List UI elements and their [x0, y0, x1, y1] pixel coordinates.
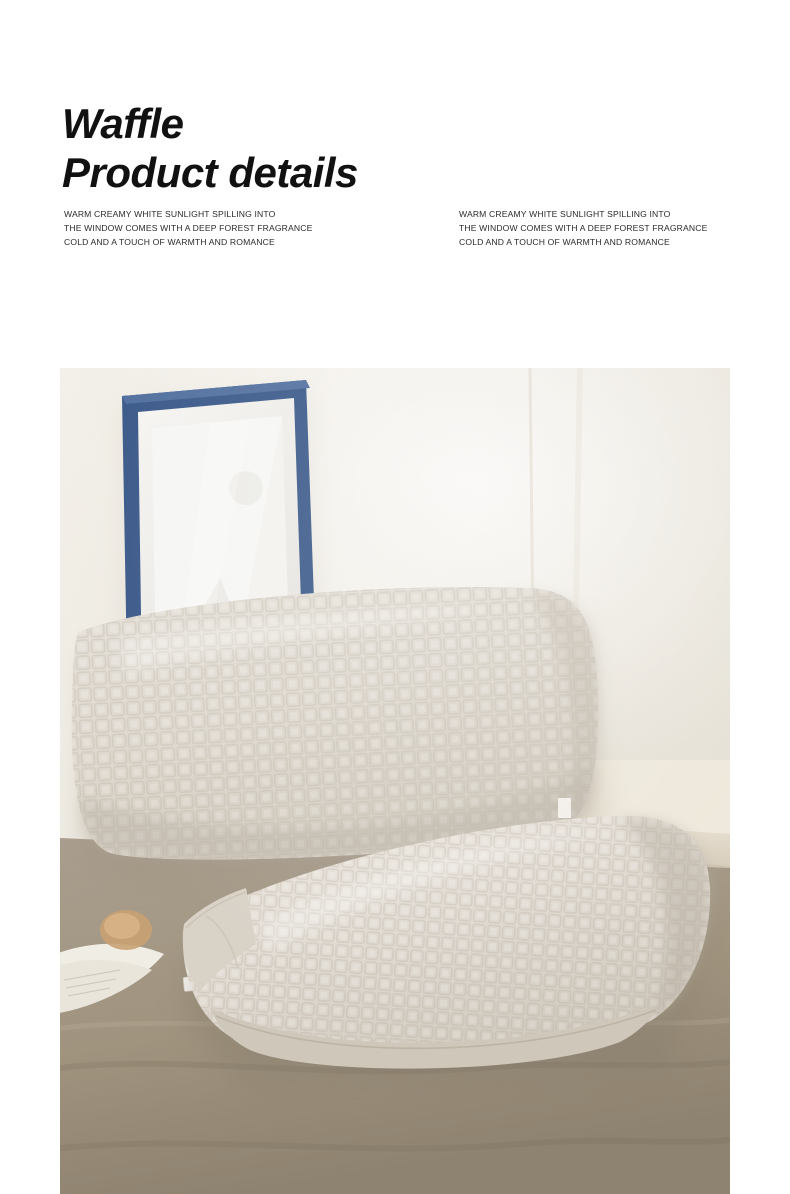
product-photo: [60, 368, 730, 1194]
description-line: THE WINDOW COMES WITH A DEEP FOREST FRAGRANCE: [64, 223, 313, 233]
description-line: COLD AND A TOUCH OF WARMTH AND ROMANCE: [459, 237, 670, 247]
page-title-line-1: Waffle: [62, 100, 184, 147]
description-line: COLD AND A TOUCH OF WARMTH AND ROMANCE: [64, 237, 275, 247]
description-columns: [64, 207, 744, 249]
product-photo-illustration: [60, 368, 730, 1194]
description-column-left: [64, 207, 314, 249]
description-line: THE WINDOW COMES WITH A DEEP FOREST FRAGRANCE: [459, 223, 708, 233]
description-column-right: [459, 207, 709, 249]
page-title-line-2: Product details: [62, 149, 358, 196]
description-line: WARM CREAMY WHITE SUNLIGHT SPILLING INTO: [64, 209, 276, 219]
description-line: WARM CREAMY WHITE SUNLIGHT SPILLING INTO: [459, 209, 671, 219]
page-title: [62, 100, 662, 196]
